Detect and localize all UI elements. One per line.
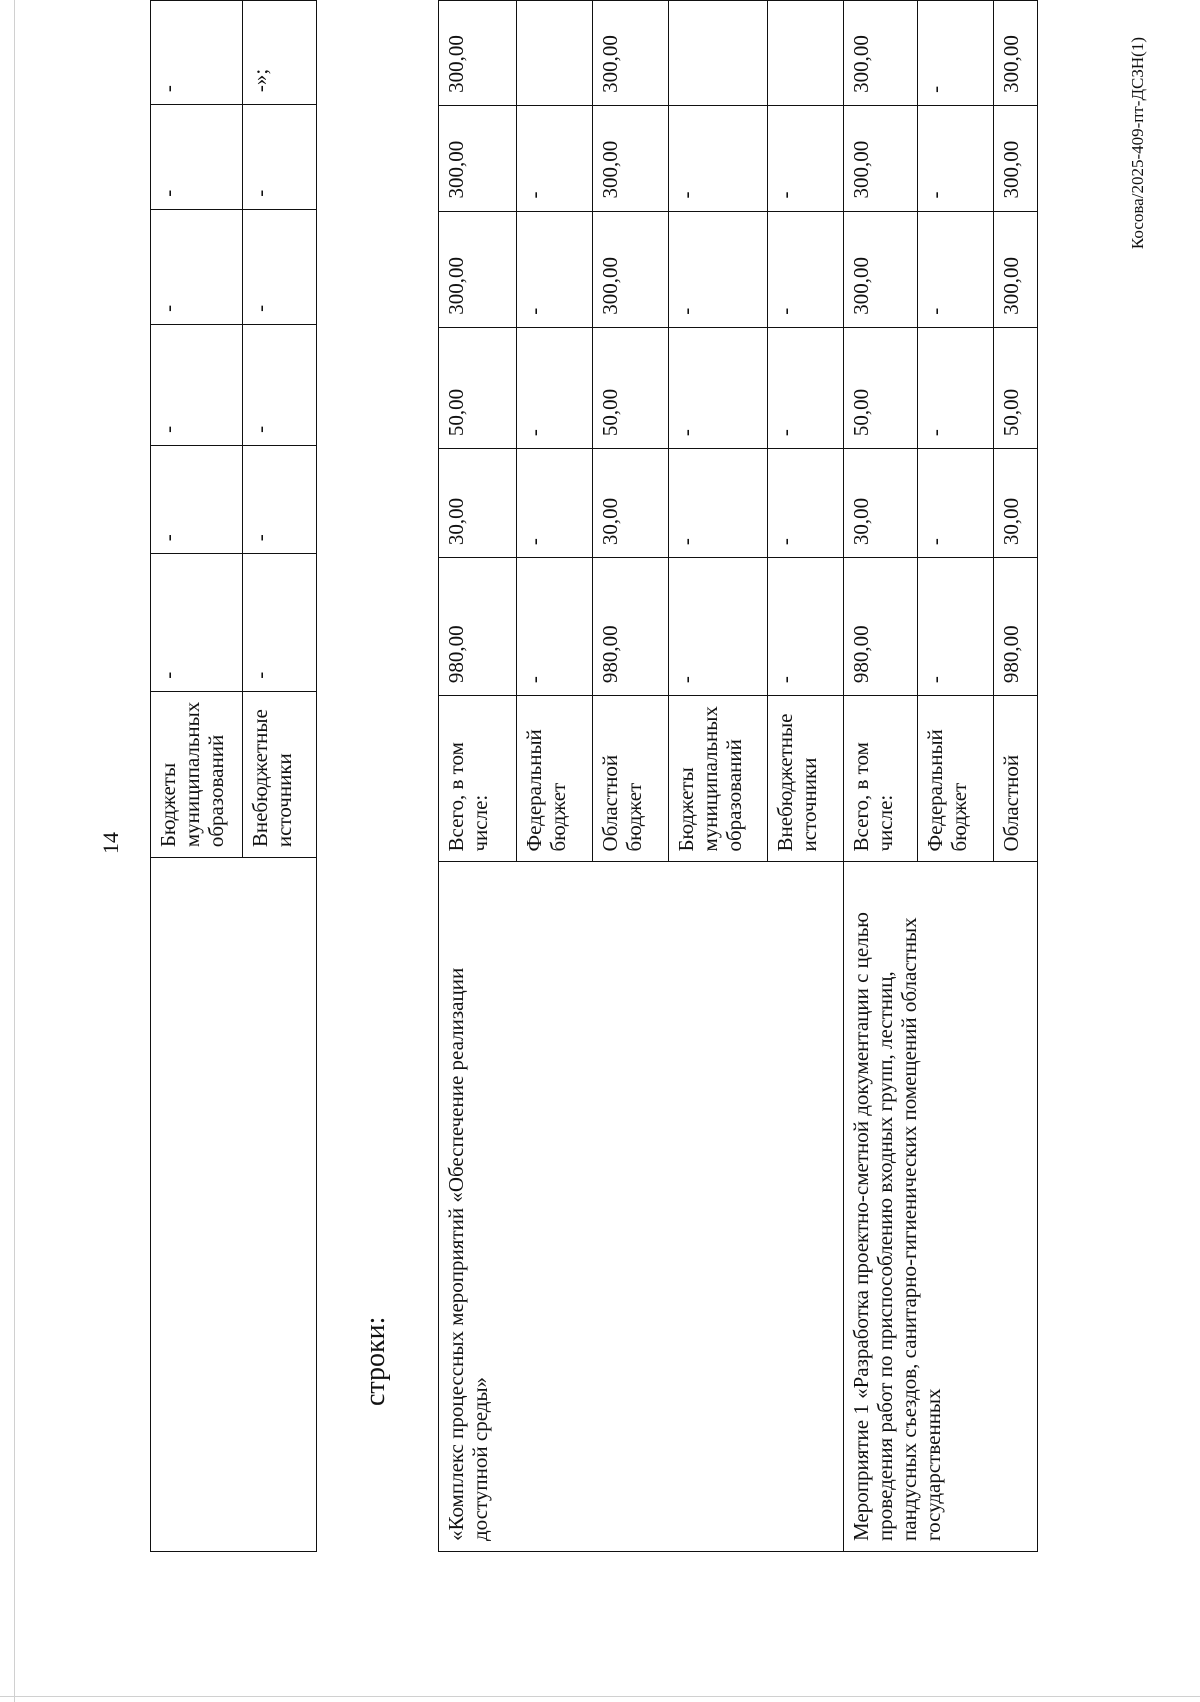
- value-cell: -: [669, 105, 768, 211]
- value-cell: -: [243, 209, 317, 324]
- value-cell: -: [669, 449, 768, 558]
- page-number: 14: [98, 832, 123, 854]
- group-title-cell: Мероприятие 1 «Разработка проектно-сметной документации с целью проведения работ по приспособлению входных групп, лестниц, пандусных съездов, санитарно-гигиенических помещений областных государственных: [844, 862, 1038, 1552]
- table-row: [844, 1, 918, 1552]
- value-cell: 30,00: [994, 449, 1038, 558]
- source-cell: Бюджеты муниципальных образований: [151, 691, 243, 857]
- value-cell: 300,00: [593, 105, 669, 211]
- value-cell: -: [517, 105, 593, 211]
- value-cell: -: [243, 445, 317, 553]
- source-cell: Всего, в том числе:: [439, 696, 517, 862]
- value-cell: -: [918, 327, 994, 448]
- source-cell: Федеральный бюджет: [918, 696, 994, 862]
- value-cell: -: [517, 449, 593, 558]
- document-code: Косова/2025-409-пт-ДСЗН(1): [1128, 37, 1147, 250]
- value-cell: -: [243, 105, 317, 210]
- value-cell: 980,00: [593, 558, 669, 696]
- value-cell: -: [768, 558, 844, 696]
- value-cell: 300,00: [439, 211, 517, 327]
- value-cell: -: [768, 327, 844, 448]
- value-cell: 50,00: [593, 327, 669, 448]
- source-cell: Областной: [994, 696, 1038, 862]
- program-table: [438, 0, 1038, 1552]
- value-cell: [768, 1, 844, 106]
- value-cell: 300,00: [994, 105, 1038, 211]
- value-cell: 300,00: [593, 211, 669, 327]
- value-cell: -: [151, 324, 243, 445]
- value-cell: [669, 1, 768, 106]
- value-cell: 30,00: [593, 449, 669, 558]
- value-cell: -: [918, 449, 994, 558]
- value-cell: -: [669, 327, 768, 448]
- value-cell: -: [918, 105, 994, 211]
- value-cell: 50,00: [844, 327, 918, 448]
- value-cell: -: [151, 105, 243, 210]
- value-cell: 300,00: [994, 211, 1038, 327]
- value-cell: -: [517, 211, 593, 327]
- value-cell: 30,00: [439, 449, 517, 558]
- value-cell: -: [768, 211, 844, 327]
- source-cell: Областной бюджет: [593, 696, 669, 862]
- table-row: [151, 1, 243, 1552]
- lead-word: строки:: [360, 1316, 391, 1406]
- value-cell: 300,00: [844, 211, 918, 327]
- value-cell: -: [669, 558, 768, 696]
- value-cell: 30,00: [844, 449, 918, 558]
- value-cell: -: [243, 324, 317, 445]
- source-cell: Бюджеты муниципальных образований: [669, 696, 768, 862]
- group-title-cell: «Комплекс процессных мероприятий «Обеспечение реализации доступной среды»: [439, 862, 844, 1552]
- source-cell: Всего, в том числе:: [844, 696, 918, 862]
- value-cell: 300,00: [844, 1, 918, 106]
- value-cell: -: [517, 327, 593, 448]
- value-cell: 50,00: [994, 327, 1038, 448]
- empty-title-cell: [151, 858, 317, 1552]
- source-cell: Внебюджетные источники: [243, 691, 317, 857]
- value-cell: 300,00: [439, 105, 517, 211]
- value-cell: -: [151, 209, 243, 324]
- value-cell: -: [918, 558, 994, 696]
- value-cell: -: [768, 105, 844, 211]
- source-cell: Внебюджетные источники: [768, 696, 844, 862]
- value-cell: -: [243, 554, 317, 691]
- value-cell: -: [151, 1, 243, 105]
- value-cell: 300,00: [994, 1, 1038, 106]
- value-cell: -: [517, 558, 593, 696]
- table-row: [439, 1, 517, 1552]
- value-cell: 300,00: [844, 105, 918, 211]
- value-cell: 980,00: [994, 558, 1038, 696]
- value-cell: -: [669, 211, 768, 327]
- value-cell: 980,00: [844, 558, 918, 696]
- value-cell: 300,00: [593, 1, 669, 106]
- value-cell: 50,00: [439, 327, 517, 448]
- value-cell: [517, 1, 593, 106]
- value-cell: -: [151, 554, 243, 691]
- value-cell: -»;: [243, 1, 317, 105]
- continuation-table: [150, 0, 317, 1552]
- value-cell: -: [918, 1, 994, 106]
- value-cell: 980,00: [439, 558, 517, 696]
- value-cell: -: [918, 211, 994, 327]
- value-cell: 300,00: [439, 1, 517, 106]
- value-cell: -: [768, 449, 844, 558]
- source-cell: Федеральный бюджет: [517, 696, 593, 862]
- value-cell: -: [151, 445, 243, 553]
